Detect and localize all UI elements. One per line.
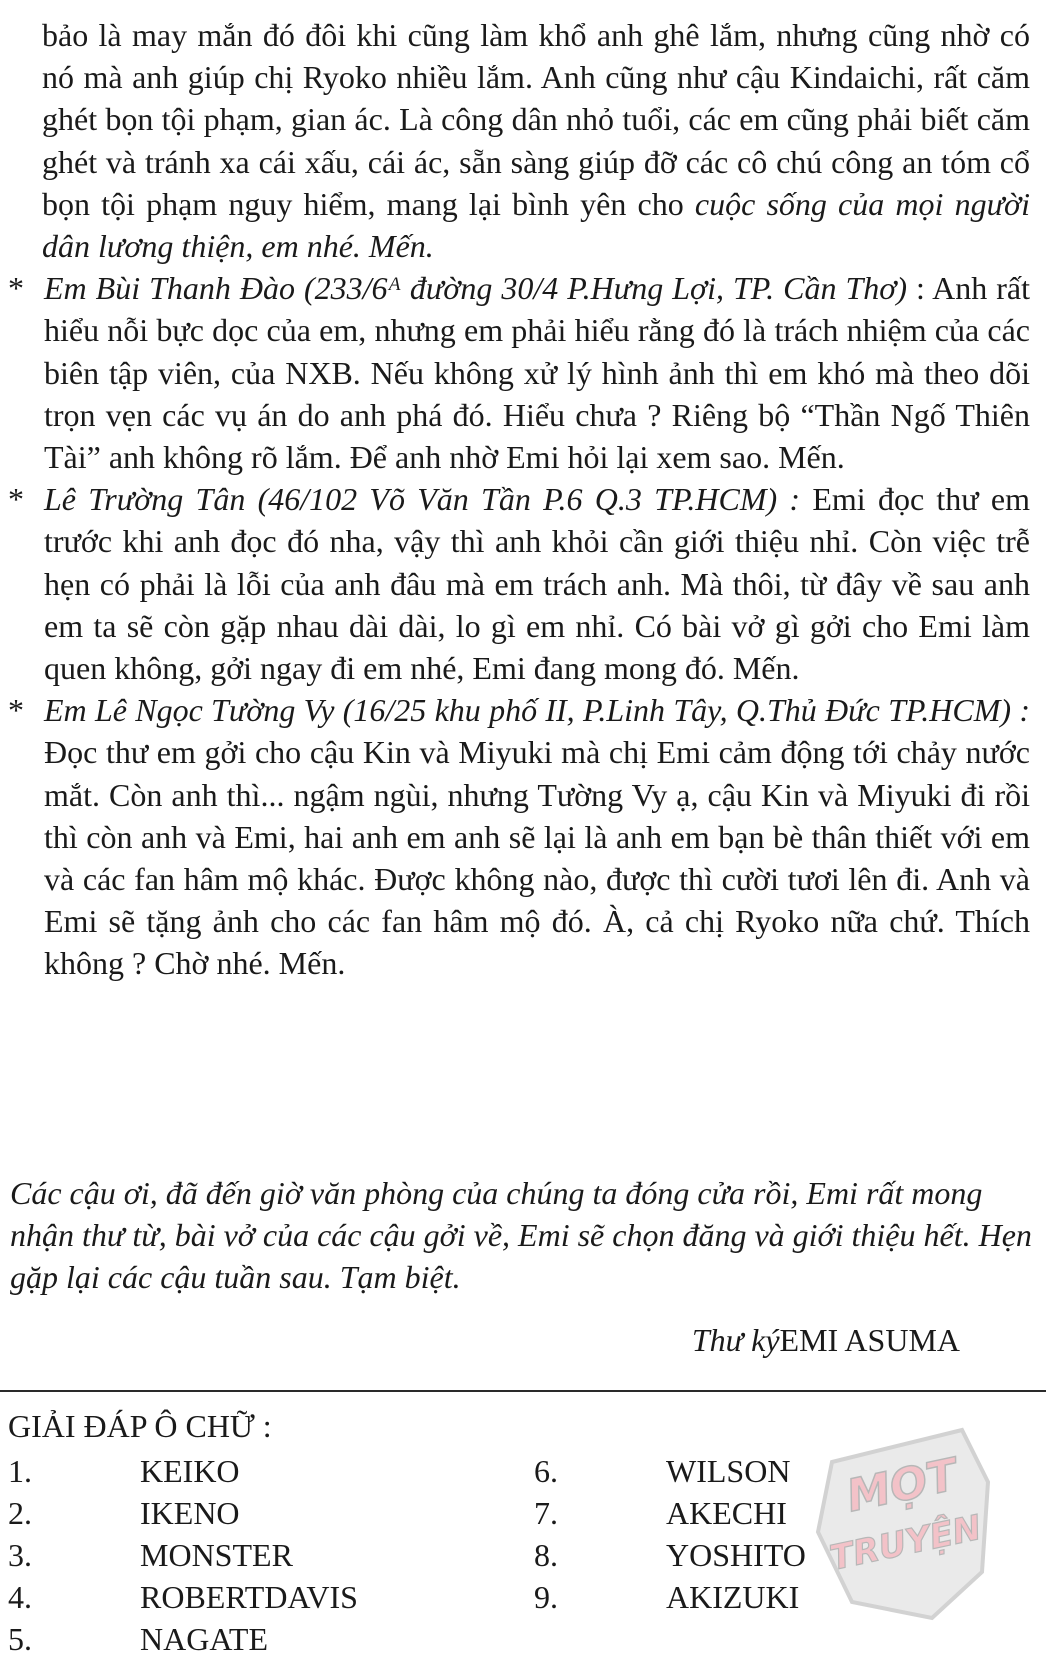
reply-body: Đọc thư em gởi cho cậu Kin và Miyuki mà chị Emi cảm động tới chảy nước mắt. Còn anh thì... ngậm ngùi, nhưng Tường Vy ạ, cậu Kin và Miyuki đi rồi thì còn anh và Emi, hai anh em anh sẽ lại là anh em bạn bè thân thiết với em và các fan hâm mộ khác. Được không nào, được thì cười tươi lên đi. Anh và Emi sẽ tặng ảnh cho các fan hâm mộ đó. À, cả chị Ryoko nữa chứ. Thích không ? Chờ nhé. Mến. [44, 734, 1030, 982]
answer-word: WILSON [666, 1453, 791, 1489]
answer-item [534, 1576, 799, 1618]
divider [0, 1390, 1046, 1392]
answer-number: 2. [8, 1495, 32, 1531]
answer-number: 6. [534, 1453, 558, 1489]
watermark-text-1: MỌT [842, 1449, 962, 1523]
answer-item [8, 1450, 240, 1492]
answer-word: IKENO [140, 1495, 240, 1531]
answer-word: MONSTER [140, 1537, 293, 1573]
reply-body: Emi đọc thư em trước khi anh đọc đó nha, vậy thì anh khỏi cần giới thiệu nhỉ. Còn việc trễ hẹn có phải là lỗi của anh đâu mà em trách anh. Mà thôi, từ đây về sau anh em ta sẽ còn gặp nhau dài dài, lo gì em nhỉ. Có bài vở gì gởi cho Emi làm quen không, gởi ngay đi em nhé, Emi đang mong đó. Mến. [44, 481, 1030, 687]
reply-addressee: Lê Trường Tân (46/102 Võ Văn Tần P.6 Q.3 TP.HCM) : [44, 481, 801, 518]
reply-3 [8, 689, 1030, 984]
answer-item [8, 1576, 358, 1618]
closing-paragraph: Các cậu ơi, đã đến giờ văn phòng của chúng ta đóng cửa rồi, Emi rất mong nhận thư từ, bài vở của các cậu gởi về, Emi sẽ chọn đăng và giới thiệu hết. Hẹn gặp lại các cậu tuần sau. Tạm biệt. [10, 1175, 1032, 1296]
answer-item [8, 1618, 268, 1660]
answer-word: AKECHI [666, 1495, 787, 1531]
answer-number: 4. [8, 1579, 32, 1615]
answer-word: AKIZUKI [666, 1579, 800, 1615]
answer-number: 7. [534, 1495, 558, 1531]
reply-2 [8, 478, 1030, 689]
bullet-marker: * [8, 481, 24, 518]
bullet-marker: * [8, 270, 24, 307]
intro-text: bảo là may mắn đó đôi khi cũng làm khổ anh ghê lắm, nhưng cũng nhờ có nó mà anh giúp chị Ryoko nhiều lắm. Anh cũng như cậu Kindaichi, rất căm ghét bọn tội phạm, gian ác. Là công dân nhỏ tuổi, các em cũng phải biết căm ghét và tránh xa cái xấu, cái ác, sẵn sàng giúp đỡ các cô chú công an tóm cổ bọn tội phạm nguy hiểm, mang lại bình yên cho [42, 17, 1030, 222]
reply-body: : Anh rất hiểu nỗi bực dọc của em, nhưng em phải hiểu rằng đó là trách nhiệm của các biên tập viên, của NXB. Nếu không xử lý hình ảnh thì em khó mà theo dõi trọn vẹn các vụ án do anh phá đó. Hiểu chưa ? Riêng bộ “Thần Ngố Thiên Tài” anh không rõ lắm. Để anh nhờ Emi hỏi lại xem sao. Mến. [44, 270, 1031, 476]
signature-role: Thư ký [691, 1322, 780, 1358]
answer-word: ROBERTDAVIS [140, 1579, 358, 1615]
answer-word: YOSHITO [666, 1537, 806, 1573]
answer-item [534, 1492, 787, 1534]
answer-item [8, 1534, 293, 1576]
reply-column [8, 14, 1031, 985]
answer-number: 9. [534, 1579, 558, 1615]
answer-word: KEIKO [140, 1453, 240, 1489]
intro-paragraph [30, 14, 1030, 267]
reply-1 [8, 267, 1031, 478]
answers-title: GIẢI ĐÁP Ô CHỮ : [8, 1408, 272, 1444]
answer-number: 3. [8, 1537, 32, 1573]
watermark-logo-icon [812, 1422, 998, 1622]
watermark-text-2: TRUYỆN [826, 1507, 985, 1579]
intro-italic-text: cuộc sống của mọi người dân lương thiện, em nhé. Mến. [42, 185, 1031, 265]
answer-word: NAGATE [140, 1621, 268, 1657]
answer-number: 1. [8, 1453, 32, 1489]
answer-item [534, 1534, 806, 1576]
bullet-marker: * [8, 692, 24, 729]
signature-name: EMI ASUMA [779, 1322, 960, 1358]
reply-addressee: Em Lê Ngọc Tường Vy (16/25 khu phố II, P.Linh Tây, Q.Thủ Đức TP.HCM) : [44, 692, 1030, 729]
answer-item [534, 1450, 790, 1492]
answer-number: 5. [8, 1621, 32, 1657]
answer-number: 8. [534, 1537, 558, 1573]
reply-addressee: Em Bùi Thanh Đào (233/6ᴬ đường 30/4 P.Hưng Lợi, TP. Cần Thơ) [44, 270, 908, 307]
signature [692, 1322, 960, 1359]
answer-item [8, 1492, 240, 1534]
